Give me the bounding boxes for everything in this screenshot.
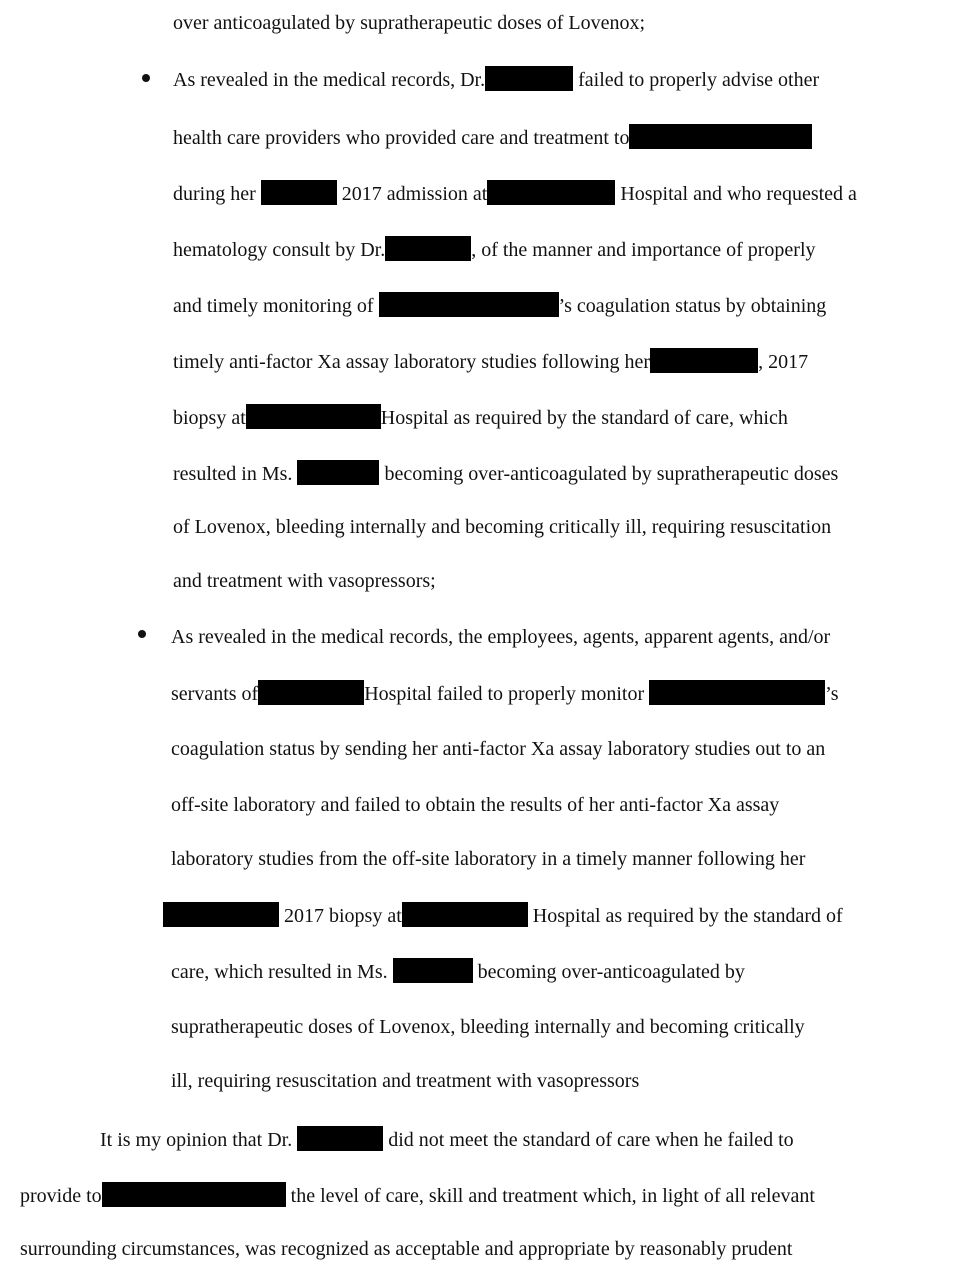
redaction-bar bbox=[261, 180, 337, 205]
redaction-bar bbox=[650, 348, 758, 373]
text-run: Hospital and who requested a bbox=[615, 183, 857, 205]
text-run: servants of bbox=[171, 683, 259, 705]
redaction-bar bbox=[258, 680, 364, 705]
text-run: of Lovenox, bleeding internally and becoming critically ill, requiring resuscitation bbox=[173, 516, 832, 538]
text-run: , of the manner and importance of properly bbox=[471, 239, 816, 261]
text-run: ’s bbox=[825, 683, 839, 705]
redaction-bar bbox=[102, 1182, 286, 1207]
text-line bbox=[20, 1182, 815, 1209]
text-run: hematology consult by Dr. bbox=[173, 239, 386, 261]
text-line bbox=[173, 292, 826, 319]
text-run: becoming over-anticoagulated by bbox=[472, 961, 745, 983]
text-run: Hospital failed to properly monitor bbox=[364, 683, 650, 705]
text-run: provide to bbox=[20, 1185, 102, 1207]
text-run: did not meet the standard of care when he failed to bbox=[383, 1129, 794, 1151]
text-run: timely anti-factor Xa assay laboratory studies following her bbox=[173, 351, 651, 373]
text-run: As revealed in the medical records, the employees, agents, apparent agents, and/or bbox=[171, 626, 831, 648]
text-line bbox=[171, 792, 779, 818]
text-run: supratherapeutic doses of Lovenox, bleeding internally and becoming critically bbox=[171, 1016, 805, 1038]
bullet-point bbox=[142, 74, 150, 82]
text-run: off-site laboratory and failed to obtain the results of her anti-factor Xa assay bbox=[171, 794, 780, 816]
text-line bbox=[171, 624, 830, 650]
text-run: surrounding circumstances, was recognized as acceptable and appropriate by reasonably prudent bbox=[20, 1238, 793, 1260]
redaction-bar bbox=[485, 66, 573, 91]
text-run: ill, requiring resuscitation and treatment with vasopressors bbox=[171, 1070, 640, 1092]
text-run: laboratory studies from the off-site laboratory in a timely manner following her bbox=[171, 848, 806, 870]
text-line bbox=[173, 514, 831, 540]
text-run: over anticoagulated by supratherapeutic doses of Lovenox; bbox=[173, 12, 646, 34]
text-line bbox=[171, 1068, 639, 1094]
redaction-bar bbox=[246, 404, 381, 429]
text-run: ’s coagulation status by obtaining bbox=[558, 295, 827, 317]
text-line bbox=[171, 680, 839, 707]
text-line bbox=[171, 846, 805, 872]
text-line bbox=[173, 236, 816, 263]
text-run: coagulation status by sending her anti-factor Xa assay laboratory studies out to an bbox=[171, 738, 826, 760]
text-run: failed to properly advise other bbox=[573, 69, 820, 91]
text-run: biopsy at bbox=[173, 407, 246, 429]
redaction-bar bbox=[629, 124, 812, 149]
text-line bbox=[20, 1236, 792, 1262]
text-run: It is my opinion that Dr. bbox=[100, 1129, 298, 1151]
text-run: health care providers who provided care and treatment to bbox=[173, 127, 630, 149]
text-line bbox=[171, 958, 745, 985]
redaction-bar bbox=[402, 902, 528, 927]
text-line bbox=[171, 1014, 805, 1040]
text-line bbox=[173, 10, 645, 36]
text-run: Hospital as required by the standard of care, which bbox=[380, 407, 788, 429]
redaction-bar bbox=[385, 236, 471, 261]
text-line bbox=[173, 66, 819, 93]
text-run: Hospital as required by the standard of bbox=[527, 905, 843, 927]
text-line bbox=[173, 124, 812, 151]
text-line bbox=[173, 180, 857, 207]
redaction-bar bbox=[297, 460, 379, 485]
redaction-bar bbox=[487, 180, 615, 205]
text-run: and timely monitoring of bbox=[173, 295, 379, 317]
redaction-bar bbox=[379, 292, 559, 317]
redaction-bar bbox=[297, 1126, 383, 1151]
redaction-bar bbox=[393, 958, 473, 983]
text-line bbox=[100, 1126, 794, 1153]
redaction-bar bbox=[649, 680, 825, 705]
text-run: As revealed in the medical records, Dr. bbox=[173, 69, 486, 91]
text-line bbox=[173, 460, 838, 487]
bullet-point bbox=[138, 630, 146, 638]
text-run: the level of care, skill and treatment which, in light of all relevant bbox=[285, 1185, 815, 1207]
text-line bbox=[173, 568, 436, 594]
text-run: 2017 biopsy at bbox=[279, 905, 402, 927]
text-line bbox=[171, 736, 825, 762]
text-run: , 2017 bbox=[758, 351, 809, 373]
text-run: becoming over-anticoagulated by supratherapeutic doses bbox=[379, 463, 839, 485]
text-line bbox=[173, 404, 788, 431]
text-run: during her bbox=[173, 183, 261, 205]
text-run: resulted in Ms. bbox=[173, 463, 298, 485]
text-line bbox=[173, 348, 808, 375]
text-run: care, which resulted in Ms. bbox=[171, 961, 393, 983]
redaction-bar bbox=[163, 902, 279, 927]
text-run: 2017 admission at bbox=[336, 183, 488, 205]
text-line bbox=[163, 902, 843, 929]
text-run: and treatment with vasopressors; bbox=[173, 570, 436, 592]
